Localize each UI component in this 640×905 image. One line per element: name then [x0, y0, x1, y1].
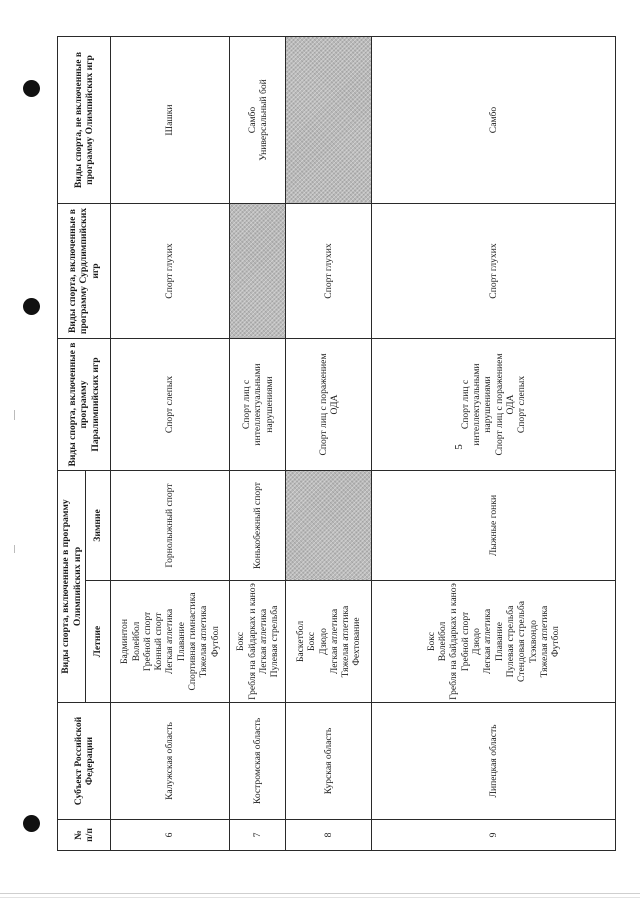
header-paralympic: Виды спорта, включенные в программу Паралимпийских игр [58, 339, 111, 471]
sport-item: Плавание [175, 621, 187, 662]
paralympic-sports-cell [372, 339, 616, 471]
binder-hole-bottom [23, 815, 40, 832]
sport-item: Гребной спорт [141, 611, 153, 672]
sport-item: Конный спорт [153, 612, 165, 671]
sport-item: Стендовая стрельба [516, 601, 528, 682]
sport-item: нарушениями [263, 376, 275, 433]
sport-item: Спорт глухих [323, 243, 335, 299]
subject-cell: Костромская область [230, 703, 286, 820]
paralympic-sports-cell [110, 339, 230, 471]
sport-item: ОДА [505, 394, 517, 415]
sport-item: Футбол [550, 626, 562, 657]
deaflympic-sports-cell [372, 204, 616, 339]
sport-item: Волейбол [437, 621, 449, 662]
header-num: № п/п [58, 820, 111, 851]
sport-item: Легкая атлетика [482, 608, 494, 675]
row-number-cell: 7 [230, 820, 286, 851]
sport-item: Гребля на байдарках и каноэ [448, 583, 460, 700]
sport-item: Лыжные гонки [488, 494, 500, 557]
scan-mark [14, 545, 15, 553]
sport-item: Тяжелая атлетика [198, 605, 210, 678]
sport-item: Гребля на байдарках и каноэ [246, 583, 258, 700]
sport-item: Спортивная гимнастика [187, 592, 199, 691]
sport-item: Спорт лиц с [459, 379, 471, 430]
paralympic-sports-cell [230, 339, 286, 471]
header-non-olympic: Виды спорта, не включенные в программу Олимпийских игр [58, 37, 111, 204]
table-row [230, 37, 286, 851]
summer-sports-cell [286, 581, 372, 703]
sport-item: Самбо [246, 106, 258, 134]
sport-item: Волейбол [130, 621, 142, 662]
scan-edge-line [0, 893, 640, 894]
sport-item: Пулевая стрельба [269, 605, 281, 678]
subject-cell: Калужская область [110, 703, 230, 820]
sport-item: Спорт лиц с поражением [493, 353, 505, 456]
page-number: 5 [452, 444, 465, 450]
sport-item: Тяжелая атлетика [340, 605, 352, 678]
sport-item: Самбо [488, 106, 500, 134]
sport-item: Плавание [493, 621, 505, 662]
non-olympic-sports-cell [110, 37, 230, 204]
table-row [372, 37, 616, 851]
summer-sports-cell [230, 581, 286, 703]
sport-item: Спорт слепых [516, 375, 528, 434]
winter-sports-cell [230, 471, 286, 581]
sport-item: нарушениями [482, 376, 494, 433]
scan-mark [14, 410, 15, 420]
header-deaflympic: Виды спорта, включенные в программу Сурдлимпийских игр [58, 204, 111, 339]
sport-item: Тхэквондо [527, 620, 539, 663]
sport-item: Спорт слепых [164, 375, 176, 434]
binder-hole-middle [23, 298, 40, 315]
row-number-cell: 6 [110, 820, 230, 851]
sport-item: Спорт лиц с [240, 379, 252, 430]
subject-cell: Липецкая область [372, 703, 616, 820]
header-summer: Летние [86, 581, 110, 703]
summer-sports-cell [110, 581, 230, 703]
sport-item: Спорт глухих [488, 243, 500, 299]
deaflympic-sports-cell-empty [230, 204, 286, 339]
subject-cell: Курская область [286, 703, 372, 820]
paralympic-sports-cell [286, 339, 372, 471]
header-subject: Субъект Российской Федерации [58, 703, 111, 820]
non-olympic-sports-cell [230, 37, 286, 204]
sport-item: интеллектуальными [252, 363, 264, 446]
header-winter: Зимние [86, 471, 110, 581]
sport-item: Бокс [306, 632, 318, 651]
non-olympic-sports-cell [372, 37, 616, 204]
sport-item: Тяжелая атлетика [538, 605, 550, 678]
sport-item: Спорт лиц с поражением [317, 353, 329, 456]
sport-item: Гребной спорт [459, 611, 471, 672]
scan-edge-line [0, 897, 640, 898]
deaflympic-sports-cell [110, 204, 230, 339]
sport-item: Бадминтон [119, 619, 131, 664]
sport-item: Универсальный бой [257, 79, 269, 161]
summer-sports-cell [372, 581, 616, 703]
winter-sports-cell-empty [286, 471, 372, 581]
sport-item: Спорт глухих [164, 243, 176, 299]
rotated-table-container [57, 37, 616, 851]
sport-item: ОДА [328, 394, 340, 415]
table-body [110, 37, 615, 851]
non-olympic-sports-cell-empty [286, 37, 372, 204]
winter-sports-cell [372, 471, 616, 581]
sport-item: Легкая атлетика [257, 608, 269, 675]
sport-item: Конькобежный спорт [252, 482, 264, 570]
table-row [110, 37, 230, 851]
winter-sports-cell [110, 471, 230, 581]
sport-item: Баскетбол [294, 620, 306, 663]
binder-hole-top [23, 80, 40, 97]
sports-table [57, 36, 616, 851]
sport-item: Бокс [235, 632, 247, 651]
header-olympic: Виды спорта, включенные в программу Олимпийских игр [58, 471, 86, 703]
row-number-cell: 9 [372, 820, 616, 851]
deaflympic-sports-cell [286, 204, 372, 339]
table-row [286, 37, 372, 851]
sport-item: интеллектуальными [471, 363, 483, 446]
sport-item: Дзюдо [317, 628, 329, 655]
sport-item: Шашки [164, 104, 176, 136]
sport-item: Легкая атлетика [164, 608, 176, 675]
sport-item: Горнолыжный спорт [164, 483, 176, 568]
sport-item: Бокс [425, 632, 437, 651]
sport-item: Пулевая стрельба [505, 605, 517, 678]
sport-item: Дзюдо [471, 628, 483, 655]
row-number-cell: 8 [286, 820, 372, 851]
sport-item: Легкая атлетика [328, 608, 340, 675]
sport-item: Футбол [209, 626, 221, 657]
sport-item: Фехтование [351, 617, 363, 666]
